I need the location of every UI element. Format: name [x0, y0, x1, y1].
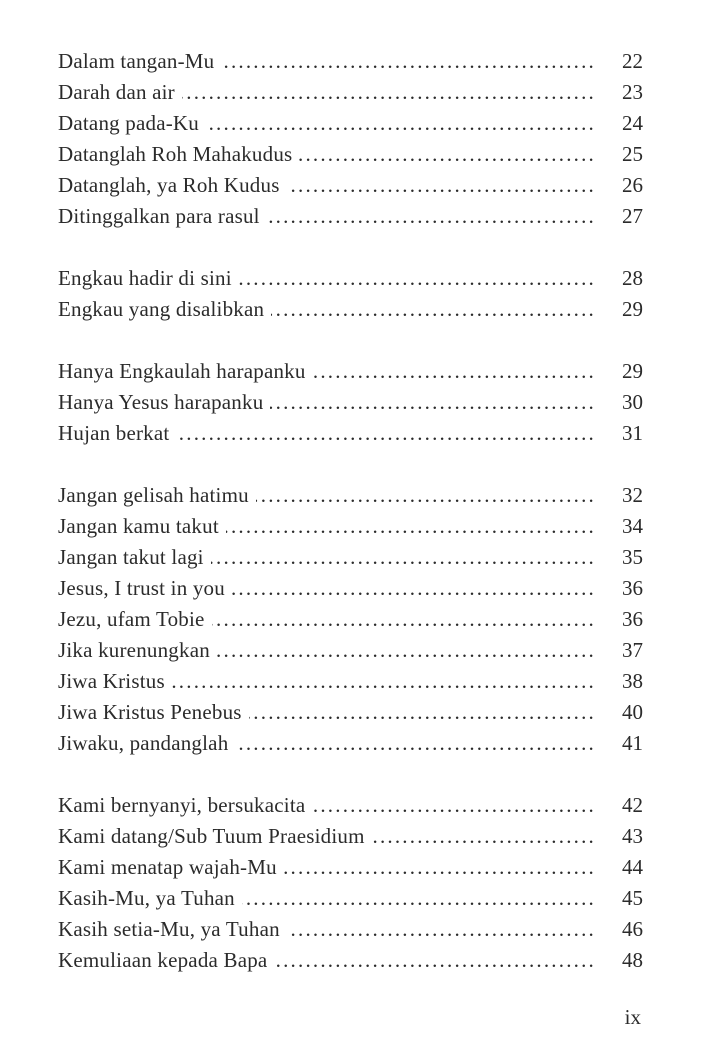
- dot-leader: [256, 480, 596, 511]
- dot-leader: [226, 511, 596, 542]
- entry-title: Kemuliaan kepada Bapa: [58, 948, 268, 972]
- entry-title: Kami datang/Sub Tuum Praesidium: [58, 824, 365, 848]
- toc-entry: [58, 728, 643, 759]
- entry-page-number: 32: [622, 483, 643, 507]
- toc-entry: [58, 790, 643, 821]
- dot-leader: [372, 821, 596, 852]
- toc-entry: [58, 573, 643, 604]
- entry-page-number: 26: [622, 173, 643, 197]
- entry-page-number: 43: [622, 824, 643, 848]
- dot-leader: [212, 604, 596, 635]
- toc-entry: [58, 108, 643, 139]
- dot-leader: [172, 666, 596, 697]
- entry-title: Jangan kamu takut: [58, 514, 219, 538]
- toc-entry: [58, 263, 643, 294]
- entry-title: Darah dan air: [58, 80, 175, 104]
- entry-title: Ditinggalkan para rasul: [58, 204, 260, 228]
- dot-leader: [274, 945, 596, 976]
- toc-entry: [58, 480, 643, 511]
- toc-entry: [58, 387, 643, 418]
- entry-page-number: 38: [622, 669, 643, 693]
- toc-section-k: [58, 790, 643, 976]
- entry-title: Kasih-Mu, ya Tuhan: [58, 886, 235, 910]
- dot-leader: [211, 542, 596, 573]
- entry-title: Jiwa Kristus Penebus: [58, 700, 242, 724]
- dot-leader: [176, 418, 596, 449]
- entry-title: Jangan takut lagi: [58, 545, 204, 569]
- dot-leader: [299, 139, 596, 170]
- entry-page-number: 34: [622, 514, 643, 538]
- page-folio: ix: [624, 1005, 641, 1029]
- toc-entry: [58, 852, 643, 883]
- toc-entry: [58, 604, 643, 635]
- entry-title: Jika kurenungkan: [58, 638, 210, 662]
- toc-entry: [58, 139, 643, 170]
- toc-section-e: [58, 263, 643, 325]
- dot-leader: [287, 170, 596, 201]
- entry-page-number: 27: [622, 204, 643, 228]
- dot-leader: [270, 387, 596, 418]
- toc-entry: [58, 511, 643, 542]
- toc-entry: [58, 418, 643, 449]
- entry-title: Kami menatap wajah-Mu: [58, 855, 277, 879]
- toc-entry: [58, 170, 643, 201]
- entry-title: Datanglah, ya Roh Kudus: [58, 173, 280, 197]
- toc-section-h: [58, 356, 643, 449]
- entry-page-number: 36: [622, 607, 643, 631]
- entry-title: Kami bernyanyi, bersukacita: [58, 793, 306, 817]
- entry-page-number: 42: [622, 793, 643, 817]
- dot-leader: [271, 294, 596, 325]
- entry-title: Kasih setia-Mu, ya Tuhan: [58, 917, 280, 941]
- dot-leader: [313, 356, 596, 387]
- entry-page-number: 37: [622, 638, 643, 662]
- dot-leader: [242, 883, 596, 914]
- toc-entry: [58, 666, 643, 697]
- entry-title: Dalam tangan-Mu: [58, 49, 215, 73]
- dot-leader: [239, 263, 596, 294]
- toc-entry: [58, 77, 643, 108]
- dot-leader: [221, 46, 596, 77]
- entry-title: Datang pada-Ku: [58, 111, 199, 135]
- entry-title: Hanya Engkaulah harapanku: [58, 359, 306, 383]
- entry-page-number: 30: [622, 390, 643, 414]
- entry-title: Jesus, I trust in you: [58, 576, 225, 600]
- entry-page-number: 24: [622, 111, 643, 135]
- toc-entry: [58, 46, 643, 77]
- entry-title: Jangan gelisah hatimu: [58, 483, 249, 507]
- entry-page-number: 22: [622, 49, 643, 73]
- toc-section-d: [58, 46, 643, 232]
- dot-leader: [232, 573, 596, 604]
- entry-page-number: 25: [622, 142, 643, 166]
- entry-title: Datanglah Roh Mahakudus: [58, 142, 293, 166]
- dot-leader: [206, 108, 596, 139]
- dot-leader: [287, 914, 596, 945]
- entry-title: Jiwaku, pandanglah: [58, 731, 229, 755]
- entry-title: Jezu, ufam Tobie: [58, 607, 205, 631]
- entry-page-number: 23: [622, 80, 643, 104]
- entry-title: Engkau yang disalibkan: [58, 297, 265, 321]
- entry-title: Engkau hadir di sini: [58, 266, 232, 290]
- entry-title: Hanya Yesus harapanku: [58, 390, 264, 414]
- dot-leader: [217, 635, 596, 666]
- toc-entry: [58, 914, 643, 945]
- entry-page-number: 29: [622, 359, 643, 383]
- entry-page-number: 41: [622, 731, 643, 755]
- dot-leader: [312, 790, 596, 821]
- toc-entry: [58, 697, 643, 728]
- dot-leader: [267, 201, 596, 232]
- dot-leader: [249, 697, 596, 728]
- toc-entry: [58, 635, 643, 666]
- dot-leader: [284, 852, 596, 883]
- toc-entry: [58, 201, 643, 232]
- toc-entry: [58, 821, 643, 852]
- entry-page-number: 29: [622, 297, 643, 321]
- entry-page-number: 44: [622, 855, 643, 879]
- entry-page-number: 35: [622, 545, 643, 569]
- toc-section-j: [58, 480, 643, 759]
- entry-page-number: 48: [622, 948, 643, 972]
- entry-page-number: 36: [622, 576, 643, 600]
- entry-page-number: 40: [622, 700, 643, 724]
- entry-page-number: 46: [622, 917, 643, 941]
- entry-title: Jiwa Kristus: [58, 669, 165, 693]
- toc-entry: [58, 294, 643, 325]
- toc-entry: [58, 945, 643, 976]
- entry-page-number: 45: [622, 886, 643, 910]
- dot-leader: [182, 77, 596, 108]
- entry-page-number: 28: [622, 266, 643, 290]
- toc-entry: [58, 542, 643, 573]
- toc-entry: [58, 883, 643, 914]
- dot-leader: [235, 728, 596, 759]
- entry-title: Hujan berkat: [58, 421, 170, 445]
- toc-entry: [58, 356, 643, 387]
- table-of-contents: [58, 46, 643, 976]
- entry-page-number: 31: [622, 421, 643, 445]
